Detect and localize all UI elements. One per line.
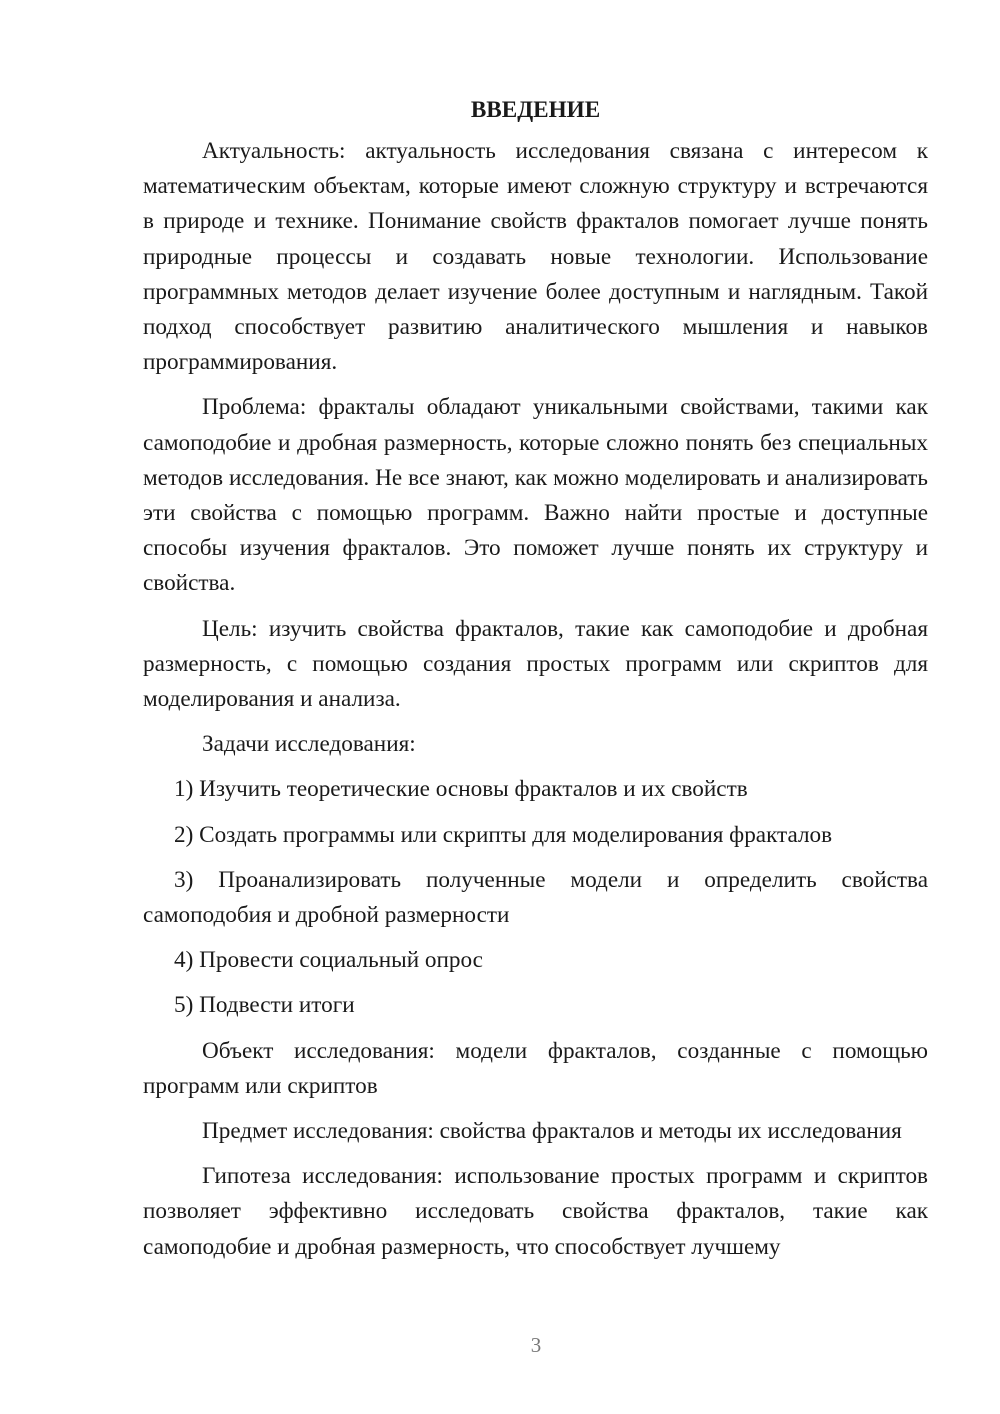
- task-item: 2) Создать программы или скрипты для моделирования фракталов: [174, 821, 833, 848]
- task-item: 1) Изучить теоретические основы фракталов и их свойств: [174, 776, 748, 803]
- paragraph-object: Объект исследования: модели фракталов, созданные с помощью программ или скриптов: [143, 1037, 928, 1099]
- tasks-heading: Задачи исследования:: [202, 731, 416, 758]
- page-number: 3: [530, 1333, 542, 1357]
- paragraph-problem: Проблема: фракталы обладают уникальными свойствами, такими как самоподобие и дробная размерность, которые сложно понять без специальных методов исследования. Не все знают, как можно моделировать и анализировать эти свойства с помощью программ. Важно найти простые и доступные способы изучения фракталов. Это поможет лучше понять их структуру и свойства.: [143, 394, 928, 597]
- task-item: 4) Провести социальный опрос: [174, 947, 483, 974]
- task-item: 5) Подвести итоги: [174, 992, 355, 1019]
- task-item: 3) Проанализировать полученные модели и определить свойства самоподобия и дробной размерности: [143, 866, 928, 929]
- page-number-footer: [0, 1333, 1000, 1358]
- paragraph-hypothesis: Гипотеза исследования: использование простых программ и скриптов позволяет эффективно исследовать свойства фракталов, такие как самоподобие и дробная размерность, что способствует лучшему: [143, 1163, 928, 1260]
- paragraph-relevance: Актуальность: актуальность исследования связана с интересом к математическим объектам, которые имеют сложную структуру и встречаются в природе и технике. Понимание свойств фракталов помогает лучше понять природные процессы и создавать новые технологии. Использование программных методов делает изучение более доступным и наглядным. Такой подход способствует развитию аналитического мышления и навыков программирования.: [143, 138, 928, 376]
- section-title: ВВЕДЕНИЕ: [470, 97, 601, 123]
- paragraph-goal: Цель: изучить свойства фракталов, такие как самоподобие и дробная размерность, с помощью создания простых программ или скриптов для моделирования и анализа.: [143, 615, 928, 713]
- paragraph-subject: Предмет исследования: свойства фракталов и методы их исследования: [202, 1118, 902, 1145]
- page-content: [143, 92, 928, 1275]
